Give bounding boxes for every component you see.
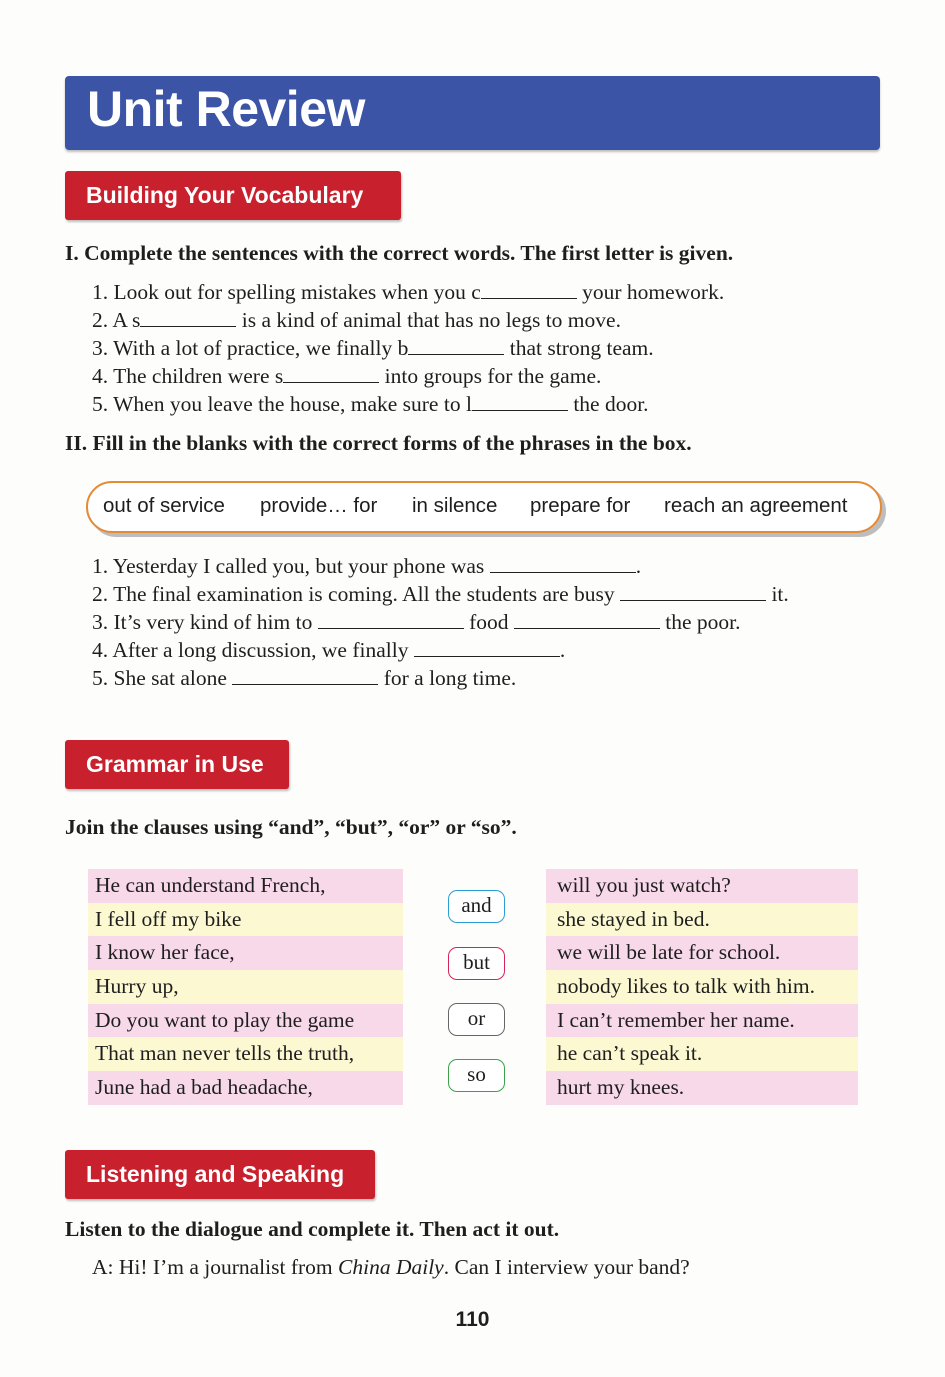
part2-item bbox=[92, 666, 516, 691]
right-clauses bbox=[546, 869, 858, 1105]
clause-right: nobody likes to talk with him. bbox=[546, 970, 858, 1004]
item-text: 2. A s bbox=[92, 308, 141, 332]
item-text: food bbox=[463, 610, 514, 634]
listening-instruction: Listen to the dialogue and complete it. Then act it out. bbox=[65, 1217, 560, 1241]
conjunction-or: or bbox=[448, 1003, 505, 1036]
part1-item bbox=[92, 336, 654, 361]
part1-item bbox=[92, 280, 724, 305]
item-text: . bbox=[559, 638, 566, 662]
clause-right: he can’t speak it. bbox=[546, 1037, 858, 1071]
item-text: 1. Yesterday I called you, but your phone was bbox=[92, 554, 490, 578]
part2-item bbox=[92, 610, 741, 635]
clause-left: I know her face, bbox=[88, 936, 403, 970]
item-text: 5. When you leave the house, make sure to l bbox=[92, 392, 472, 416]
clause-right: I can’t remember her name. bbox=[546, 1004, 858, 1038]
answer-blank[interactable] bbox=[318, 610, 464, 629]
item-text: it. bbox=[766, 582, 789, 606]
unit-title-banner bbox=[65, 76, 880, 150]
answer-blank[interactable] bbox=[490, 554, 636, 573]
item-text: for a long time. bbox=[378, 666, 517, 690]
conjunction-so: so bbox=[448, 1059, 505, 1092]
clause-left: I fell off my bike bbox=[88, 903, 403, 937]
phrase-option: out of service bbox=[103, 494, 225, 517]
clause-left: Hurry up, bbox=[88, 970, 403, 1004]
clause-left: That man never tells the truth, bbox=[88, 1037, 403, 1071]
clause-right: hurt my knees. bbox=[546, 1071, 858, 1105]
part1-item bbox=[92, 308, 621, 333]
item-text: 4. The children were s bbox=[92, 364, 284, 388]
left-clauses bbox=[88, 869, 403, 1105]
clause-right: will you just watch? bbox=[546, 869, 858, 903]
item-text: 3. It’s very kind of him to bbox=[92, 610, 318, 634]
phrase-option: provide… for bbox=[260, 494, 378, 517]
part2-instruction: II. Fill in the blanks with the correct forms of the phrases in the box. bbox=[65, 431, 692, 455]
phrase-box bbox=[86, 481, 882, 533]
conjunction-and: and bbox=[448, 890, 505, 923]
dialogue-text: A: Hi! I’m a journalist from bbox=[92, 1255, 339, 1279]
part1-item bbox=[92, 364, 601, 389]
part2-item bbox=[92, 554, 641, 579]
item-text: is a kind of animal that has no legs to move. bbox=[236, 308, 621, 332]
answer-blank[interactable] bbox=[472, 392, 568, 411]
clause-left: He can understand French, bbox=[88, 869, 403, 903]
clause-right: she stayed in bed. bbox=[546, 903, 858, 937]
item-text: 5. She sat alone bbox=[92, 666, 233, 690]
dialogue-text: . Can I interview your band? bbox=[443, 1255, 690, 1279]
clause-left: Do you want to play the game bbox=[88, 1004, 403, 1038]
answer-blank[interactable] bbox=[620, 582, 766, 601]
item-text: 1. Look out for spelling mistakes when you c bbox=[92, 280, 481, 304]
item-text: into groups for the game. bbox=[379, 364, 602, 388]
phrase-option: reach an agreement bbox=[664, 494, 848, 517]
item-text: the door. bbox=[567, 392, 649, 416]
newspaper-name: China Daily bbox=[338, 1255, 444, 1279]
item-text: that strong team. bbox=[504, 336, 654, 360]
phrase-option: prepare for bbox=[530, 494, 631, 517]
item-text: 3. With a lot of practice, we finally b bbox=[92, 336, 409, 360]
phrase-option: in silence bbox=[412, 494, 498, 517]
section-vocabulary: Building Your Vocabulary bbox=[65, 171, 401, 220]
dialogue-line bbox=[92, 1255, 690, 1280]
clause-right: we will be late for school. bbox=[546, 936, 858, 970]
part1-item bbox=[92, 392, 649, 417]
section-listening: Listening and Speaking bbox=[65, 1150, 375, 1199]
answer-blank[interactable] bbox=[283, 364, 379, 383]
item-text: your homework. bbox=[576, 280, 725, 304]
conjunction-but: but bbox=[448, 947, 505, 980]
item-text: . bbox=[635, 554, 642, 578]
section-grammar: Grammar in Use bbox=[65, 740, 289, 789]
grammar-instruction: Join the clauses using “and”, “but”, “or” or “so”. bbox=[65, 815, 517, 839]
item-text: 4. After a long discussion, we finally bbox=[92, 638, 414, 662]
part2-item bbox=[92, 582, 789, 607]
answer-blank[interactable] bbox=[514, 610, 660, 629]
answer-blank[interactable] bbox=[414, 638, 560, 657]
item-text: the poor. bbox=[659, 610, 741, 634]
part1-instruction: I. Complete the sentences with the correct words. The first letter is given. bbox=[65, 241, 734, 265]
answer-blank[interactable] bbox=[481, 280, 577, 299]
part2-item bbox=[92, 638, 565, 663]
answer-blank[interactable] bbox=[232, 666, 378, 685]
page-number: 110 bbox=[455, 1308, 490, 1331]
item-text: 2. The final examination is coming. All the students are busy bbox=[92, 582, 621, 606]
answer-blank[interactable] bbox=[408, 336, 504, 355]
clause-left: June had a bad headache, bbox=[88, 1071, 403, 1105]
page-title: Unit Review bbox=[87, 81, 365, 137]
answer-blank[interactable] bbox=[140, 308, 236, 327]
